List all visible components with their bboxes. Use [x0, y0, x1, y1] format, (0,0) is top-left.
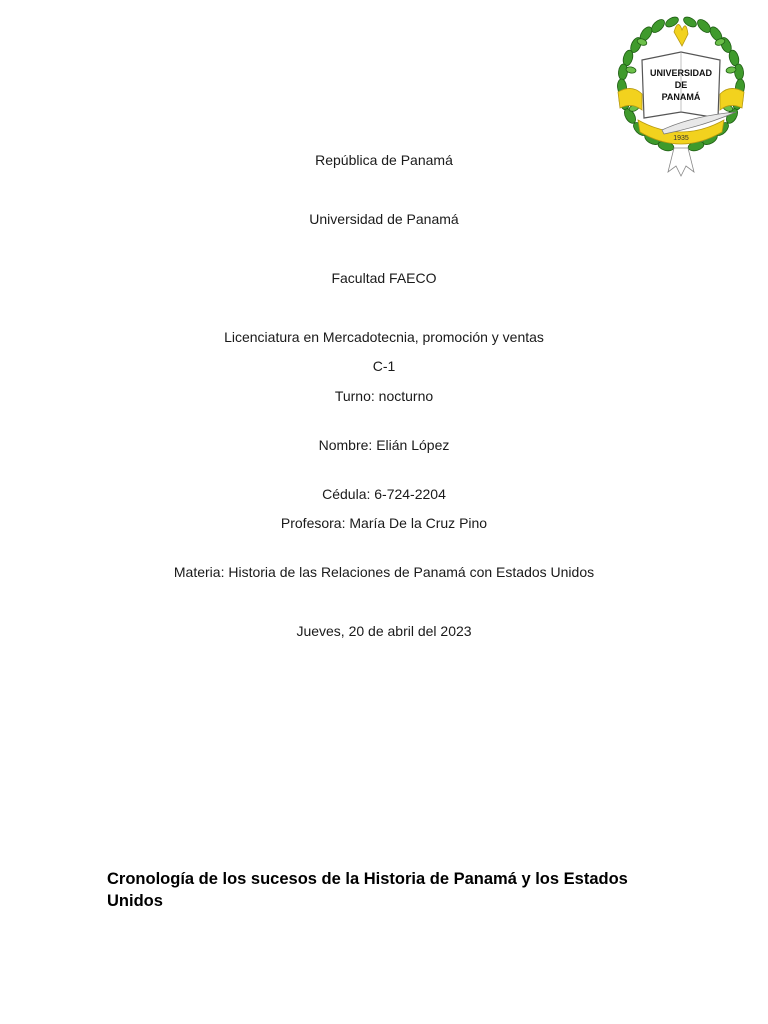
subject-line: Materia: Historia de las Relaciones de Panamá con Estados Unidos: [173, 564, 595, 580]
section-title: Cronología de los sucesos de la Historia de Panamá y los Estados Unidos: [107, 870, 628, 910]
seal-text-line3: PANAMÁ: [661, 92, 701, 102]
faculty-line: Facultad FAECO: [331, 270, 437, 286]
professor-line: Profesora: María De la Cruz Pino: [280, 515, 488, 531]
degree-line: Licenciatura en Mercadotecnia, promoción y ventas: [224, 329, 544, 345]
shift-line: Turno: nocturno: [334, 388, 434, 404]
seal-text-line2: DE: [674, 80, 688, 90]
country-line: República de Panamá: [315, 152, 453, 168]
seal-text-line1: UNIVERSIDAD: [649, 68, 713, 78]
id-number-line: Cédula: 6-724-2204: [322, 486, 446, 502]
group-line: C-1: [372, 358, 396, 374]
student-name-line: Nombre: Elián López: [318, 437, 450, 453]
university-line: Universidad de Panamá: [309, 211, 459, 227]
seal-year: 1935: [673, 135, 689, 142]
date-line: Jueves, 20 de abril del 2023: [296, 623, 472, 639]
